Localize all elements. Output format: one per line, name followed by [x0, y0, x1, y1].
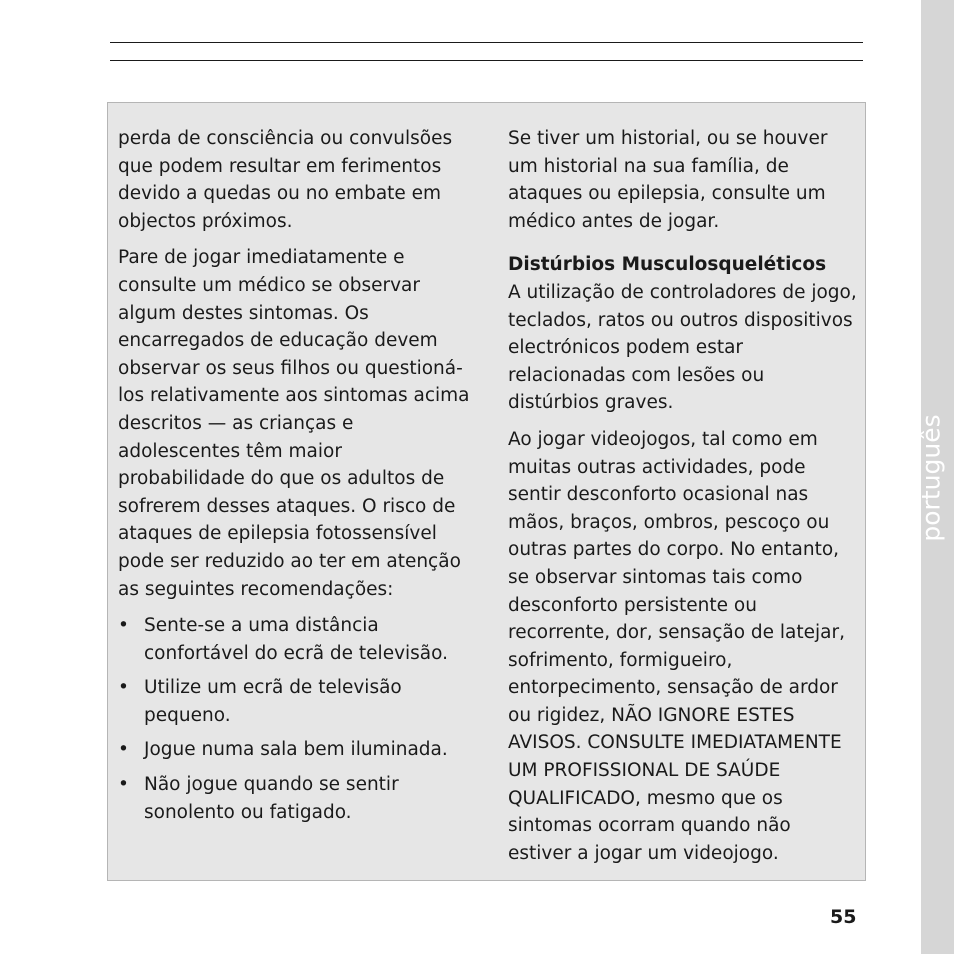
paragraph-controllers: A utilização de controladores de jogo, teclados, ratos ou outros dispositivos electrónicos podem estar relacionadas com lesões ou distúrbios graves. — [508, 281, 857, 414]
left-column — [118, 125, 470, 833]
list-item — [118, 612, 470, 667]
language-tab-label: português — [916, 414, 946, 542]
paragraph-discomfort: Ao jogar videojogos, tal como em muitas outras actividades, pode sentir desconforto ocasional nas mãos, braços, ombros, pescoço ou outras partes do corpo. No entanto, se observar sintomas tais como desconforto persistente ou recorrente, dor, sensação de latejar, sofrimento, formigueiro, entorpecimento, sensação de ardor ou rigidez, NÃO IGNORE ESTES AVISOS. CONSULTE IMEDIATAMENTE UM PROFISSIONAL DE SAÚDE QUALIFICADO, mesmo que os sintomas ocorram quando não estiver a jogar um videojogo. — [508, 428, 845, 864]
recommendation-list — [118, 612, 470, 826]
list-item — [118, 674, 470, 729]
list-item — [118, 771, 470, 826]
bullet-marker: • — [118, 774, 129, 796]
bullet-marker: • — [118, 677, 129, 699]
list-item-text: Utilize um ecrã de televisão pequeno. — [144, 677, 402, 726]
paragraph-consciousness: perda de consciência ou convulsões que podem resultar em ferimentos devido a quedas ou no embate em objectos próximos. — [118, 128, 453, 232]
list-item-text: Jogue numa sala bem iluminada. — [144, 739, 448, 761]
warning-box — [107, 102, 866, 881]
right-column — [508, 125, 858, 876]
section-heading: Distúrbios Musculosqueléticos — [508, 254, 827, 276]
page-number: 55 — [830, 906, 857, 928]
bullet-marker: • — [118, 739, 129, 761]
list-item-text: Sente-se a uma distância confortável do ecrã de televisão. — [144, 615, 449, 664]
list-item — [118, 736, 470, 764]
musculoskeletal-section — [508, 251, 858, 417]
paragraph-history: Se tiver um historial, ou se houver um historial na sua família, de ataques ou epilepsia, consulte um médico antes de jogar. — [508, 128, 828, 232]
list-item-text: Não jogue quando se sentir sonolento ou fatigado. — [144, 774, 399, 823]
header-rule-bottom — [110, 60, 863, 61]
bullet-marker: • — [118, 615, 129, 637]
paragraph-stop-playing: Pare de jogar imediatamente e consulte um médico se observar algum destes sintomas. Os encarregados de educação devem observar os seus filhos ou questioná-los relativamente aos sintomas acima descritos — as crianças e adolescentes têm maior probabilidade do que os adultos de sofrerem desses ataques. O risco de ataques de epilepsia fotossensível pode ser reduzido ao ter em atenção as seguintes recomendações: — [118, 247, 470, 600]
header-rule-top — [110, 42, 863, 43]
